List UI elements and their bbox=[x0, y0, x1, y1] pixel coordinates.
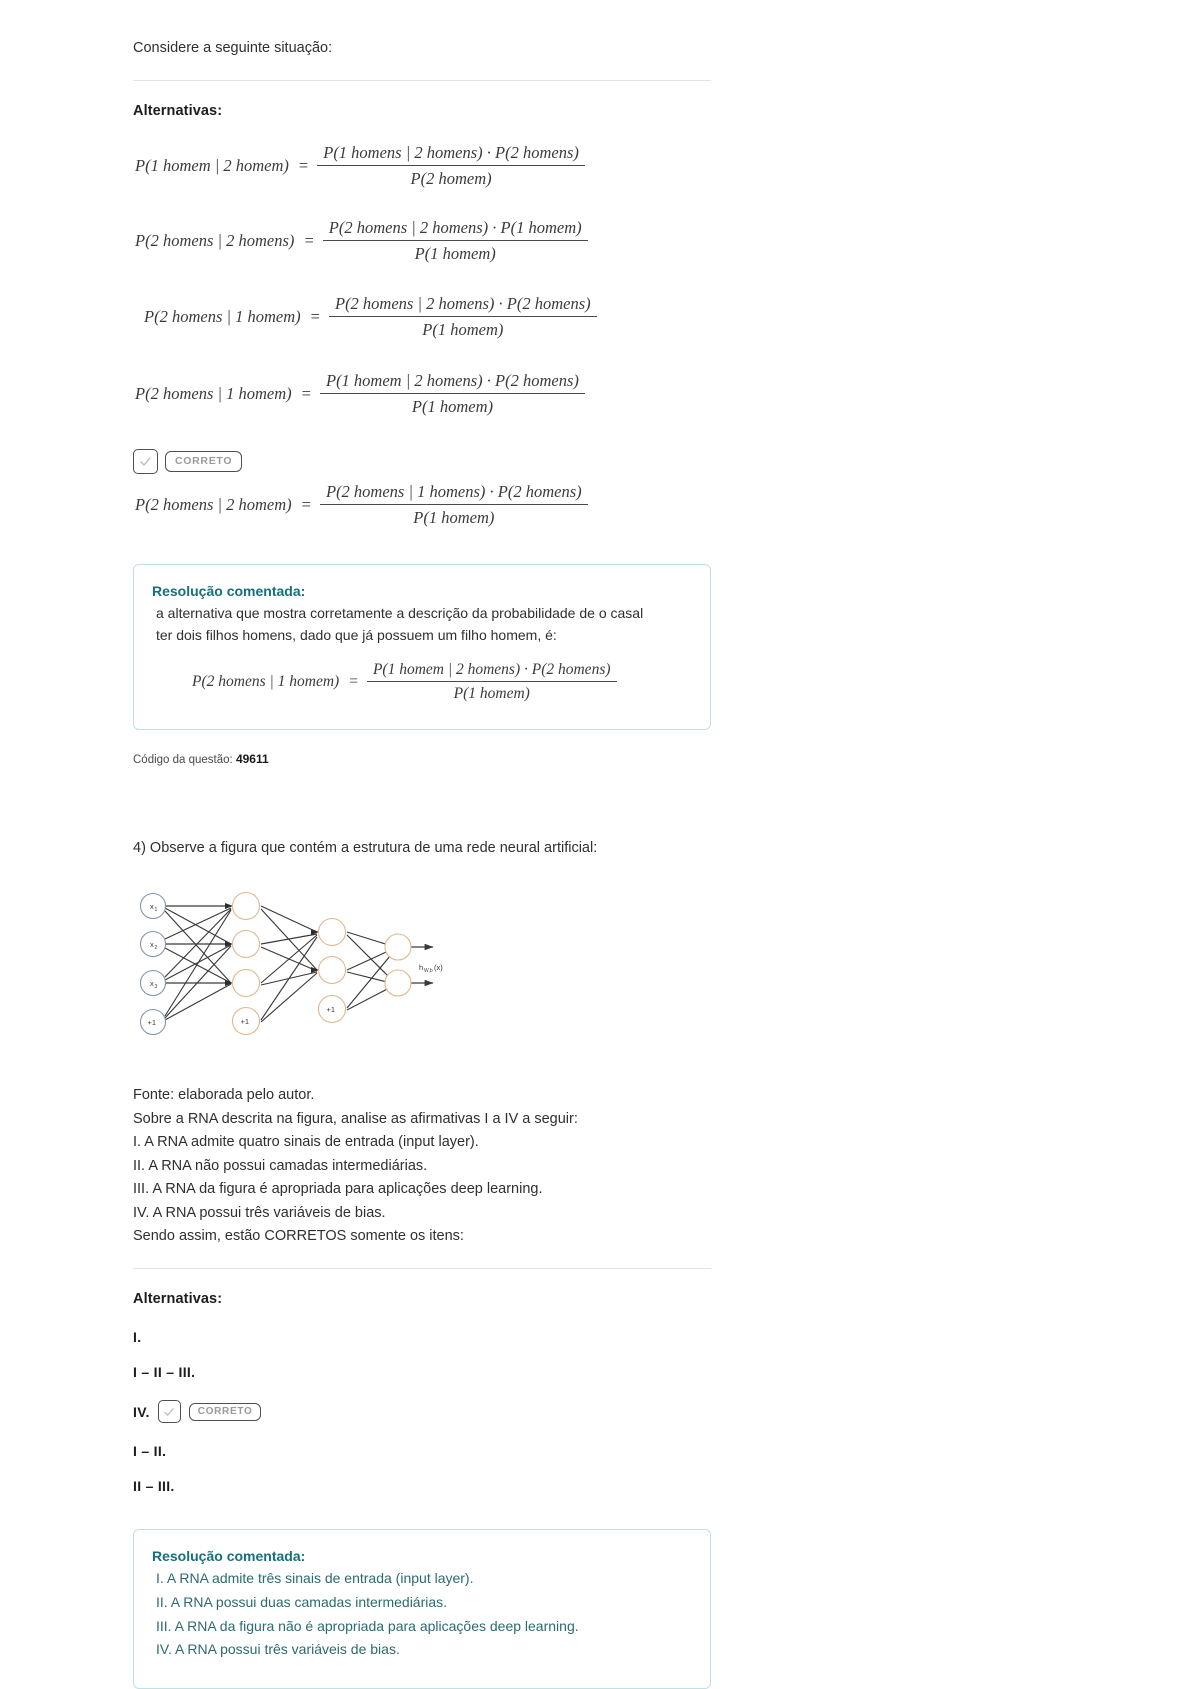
svg-text:+1: +1 bbox=[147, 1018, 157, 1028]
fraction bbox=[367, 661, 617, 703]
resolucao-title: Resolução comentada: bbox=[152, 1548, 306, 1565]
resolucao-title: Resolução comentada: bbox=[152, 582, 306, 599]
svg-text:+1: +1 bbox=[240, 1017, 250, 1027]
fraction-numerator: P(1 homem | 2 homens) · P(2 homens) bbox=[367, 661, 617, 682]
afirmativa-3: III. A RNA da figura é apropriada para aplicações deep learning. bbox=[133, 1181, 543, 1198]
formula-lhs: P(2 homens | 1 homem) bbox=[144, 306, 301, 326]
question4-option-3[interactable] bbox=[133, 1400, 711, 1423]
svg-text:1: 1 bbox=[154, 907, 158, 914]
divider-top bbox=[133, 80, 711, 81]
equals-sign: = bbox=[298, 155, 309, 175]
codigo-value: 49611 bbox=[235, 752, 269, 767]
question3-option-3[interactable] bbox=[144, 294, 711, 340]
question4-option-5[interactable] bbox=[133, 1479, 711, 1493]
equals-sign: = bbox=[301, 494, 311, 514]
formula-lhs: P(2 homens | 1 homem) bbox=[192, 673, 340, 691]
question3-resolucao-box bbox=[133, 564, 711, 730]
svg-text:W,b: W,b bbox=[424, 968, 433, 975]
fraction-numerator: P(2 homens | 1 homens) · P(2 homens) bbox=[320, 482, 588, 505]
fraction-denominator: P(1 homem) bbox=[422, 319, 504, 339]
resolucao-line-2: ter dois filhos homens, dado que já possuem um filho homem, é: bbox=[156, 627, 557, 644]
fonte-line: Fonte: elaborada pelo autor. bbox=[133, 1087, 315, 1104]
divider-question4 bbox=[133, 1268, 711, 1269]
neural-network-figure bbox=[133, 884, 443, 1052]
question4-option-2[interactable] bbox=[133, 1365, 711, 1379]
check-icon[interactable] bbox=[158, 1400, 181, 1423]
fraction-denominator: P(1 homem) bbox=[453, 685, 530, 703]
svg-text:h: h bbox=[419, 963, 424, 973]
svg-text:x: x bbox=[150, 940, 154, 950]
resolucao-line-1: I. A RNA admite três sinais de entrada (input layer). bbox=[156, 1570, 474, 1587]
equals-sign: = bbox=[349, 673, 358, 691]
fraction-numerator: P(1 homem | 2 homens) · P(2 homens) bbox=[320, 371, 585, 394]
correto-badge: CORRETO bbox=[165, 451, 242, 472]
afirmativa-4: IV. A RNA possui três variáveis de bias. bbox=[133, 1204, 386, 1221]
fraction-denominator: P(1 homem) bbox=[411, 396, 493, 416]
question3-codigo bbox=[133, 752, 711, 766]
question3-option-2[interactable] bbox=[135, 218, 711, 264]
resolucao-formula bbox=[192, 661, 690, 703]
fraction bbox=[320, 482, 588, 528]
fraction-numerator: P(2 homens | 2 homens) · P(1 homem) bbox=[323, 218, 588, 241]
equals-sign: = bbox=[304, 230, 314, 250]
formula-lhs: P(1 homem | 2 homem) bbox=[135, 155, 289, 175]
svg-text:2: 2 bbox=[154, 945, 158, 952]
sobre-line: Sobre a RNA descrita na figura, analise as afirmativas I a IV a seguir: bbox=[133, 1110, 578, 1127]
option-label: I – II. bbox=[133, 1443, 167, 1460]
afirmativa-2: II. A RNA não possui camadas intermediárias. bbox=[133, 1157, 428, 1174]
question4-alternativas-list bbox=[133, 1330, 711, 1493]
equals-sign: = bbox=[310, 306, 320, 326]
question3-intro: Considere a seguinte situação: bbox=[133, 40, 333, 56]
question3-option-4[interactable] bbox=[135, 371, 711, 417]
question3-correct-badge-row bbox=[133, 449, 711, 474]
afirmativa-1: I. A RNA admite quatro sinais de entrada (input layer). bbox=[133, 1134, 479, 1151]
option-label: IV. bbox=[133, 1403, 150, 1420]
question3-option-5[interactable] bbox=[135, 482, 711, 528]
codigo-label: Código da questão: bbox=[133, 754, 233, 767]
svg-text:x: x bbox=[150, 902, 154, 912]
formula-lhs: P(2 homens | 2 homens) bbox=[135, 230, 295, 250]
question4-description-block bbox=[133, 1084, 711, 1248]
question4-option-1[interactable] bbox=[133, 1330, 711, 1344]
question4-alternativas-heading: Alternativas: bbox=[133, 1291, 223, 1308]
sendo-assim-line: Sendo assim, estão CORRETOS somente os itens: bbox=[133, 1228, 464, 1244]
svg-text:3: 3 bbox=[154, 984, 158, 991]
fraction bbox=[320, 371, 585, 417]
check-icon[interactable] bbox=[133, 449, 158, 474]
fraction bbox=[317, 143, 585, 189]
resolucao-line-1: a alternativa que mostra corretamente a descrição da probabilidade de o casal bbox=[156, 604, 644, 621]
question3-option-1[interactable] bbox=[135, 143, 711, 189]
resolucao-line-2: II. A RNA possui duas camadas intermediárias. bbox=[156, 1594, 448, 1610]
fraction bbox=[329, 294, 597, 340]
fraction-denominator: P(2 homem) bbox=[410, 168, 492, 188]
question4-resolucao-box bbox=[133, 1529, 711, 1688]
option-label: I. bbox=[133, 1329, 142, 1346]
fraction bbox=[323, 218, 588, 264]
resolucao-line-4: IV. A RNA possui três variáveis de bias. bbox=[156, 1641, 400, 1658]
svg-text:x: x bbox=[150, 979, 154, 989]
question4-option-4[interactable] bbox=[133, 1444, 711, 1458]
fraction-numerator: P(2 homens | 2 homens) · P(2 homens) bbox=[329, 294, 597, 317]
formula-lhs: P(2 homens | 2 homem) bbox=[135, 494, 292, 514]
question4-stem: 4) Observe a figura que contém a estrutura de uma rede neural artificial: bbox=[133, 840, 598, 857]
fraction-denominator: P(1 homem) bbox=[413, 507, 495, 527]
question3-alternativas-heading: Alternativas: bbox=[133, 102, 223, 119]
fraction-denominator: P(1 homem) bbox=[414, 243, 496, 263]
resolucao-line-3: III. A RNA da figura não é apropriada para aplicações deep learning. bbox=[156, 1617, 579, 1634]
page-content bbox=[133, 0, 711, 1689]
formula-lhs: P(2 homens | 1 homem) bbox=[135, 383, 292, 403]
option-label: II – III. bbox=[133, 1478, 175, 1495]
svg-text:+1: +1 bbox=[326, 1005, 336, 1015]
svg-text:(x): (x) bbox=[434, 963, 443, 973]
fraction-numerator: P(1 homens | 2 homens) · P(2 homens) bbox=[317, 143, 585, 166]
equals-sign: = bbox=[301, 383, 311, 403]
option-label: I – II – III. bbox=[133, 1364, 196, 1381]
correto-badge: CORRETO bbox=[189, 1403, 262, 1422]
